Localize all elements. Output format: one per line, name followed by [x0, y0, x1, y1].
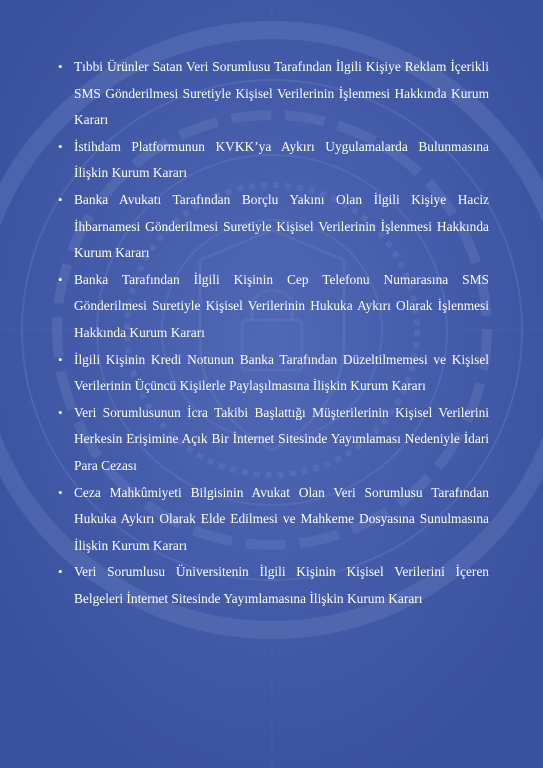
list-item-text: Banka Tarafından İlgili Kişinin Cep Telefonu Numarasına SMS Gönderilmesi Suretiyle Kişisel Verilerinin Hukuka Aykırı Olarak İşlenmesi Hakkında Kurum Kararı [74, 271, 489, 340]
list-item-text: İlgili Kişinin Kredi Notunun Banka Tarafından Düzeltilmemesi ve Kişisel Verilerinin Üçüncü Kişilerle Paylaşılmasına İlişkin Kurum Kararı [74, 351, 489, 394]
bullet-icon: • [58, 404, 63, 420]
list-item [58, 559, 489, 612]
list-item-text: İstihdam Platformunun KVKK’ya Aykırı Uygulamalarda Bulunmasına İlişkin Kurum Kararı [74, 138, 489, 181]
bullet-icon: • [58, 484, 63, 500]
bullet-icon: • [58, 564, 63, 580]
list-item-text: Veri Sorumlusunun İcra Takibi Başlattığı Müşterilerinin Kişisel Verilerini Herkesin Erişimine Açık Bir İnternet Sitesinde Yayımlaması Nedeniyle İdari Para Cezası [74, 404, 489, 473]
list-item [58, 134, 489, 187]
bullet-icon: • [58, 191, 63, 207]
bullet-icon: • [58, 351, 63, 367]
list-item-text: Veri Sorumlusu Üniversitenin İlgili Kişinin Kişisel Verilerini İçeren Belgeleri İnternet Sitesinde Yayımlamasına İlişkin Kurum Kararı [74, 564, 489, 606]
bullet-icon: • [58, 271, 63, 287]
list-item [58, 187, 489, 267]
document-content [58, 54, 489, 612]
list-item-text: Banka Avukatı Tarafından Borçlu Yakını Olan İlgili Kişiye Haciz İhbarnamesi Gönderilmesi Suretiyle Kişisel Verilerinin İşlenmesi Hakkında Kurum Kararı [74, 191, 489, 261]
list-item [58, 347, 489, 400]
bullet-icon: • [58, 59, 63, 74]
list-item [58, 400, 489, 480]
list-item-text: Tıbbi Ürünler Satan Veri Sorumlusu Tarafından İlgili Kişiye Reklam İçerikli SMS Gönderilmesi Suretiyle Kişisel Verilerinin İşlenmesi Hakkında Kurum Kararı [74, 59, 489, 128]
list-item [58, 54, 489, 134]
decision-list [58, 54, 489, 612]
list-item [58, 267, 489, 347]
bullet-icon: • [58, 138, 63, 154]
list-item-text: Ceza Mahkûmiyeti Bilgisinin Avukat Olan Veri Sorumlusu Tarafından Hukuka Aykırı Olarak Elde Edilmesi ve Mahkeme Dosyasına Sunulmasına İlişkin Kurum Kararı [74, 484, 489, 553]
list-item [58, 480, 489, 560]
